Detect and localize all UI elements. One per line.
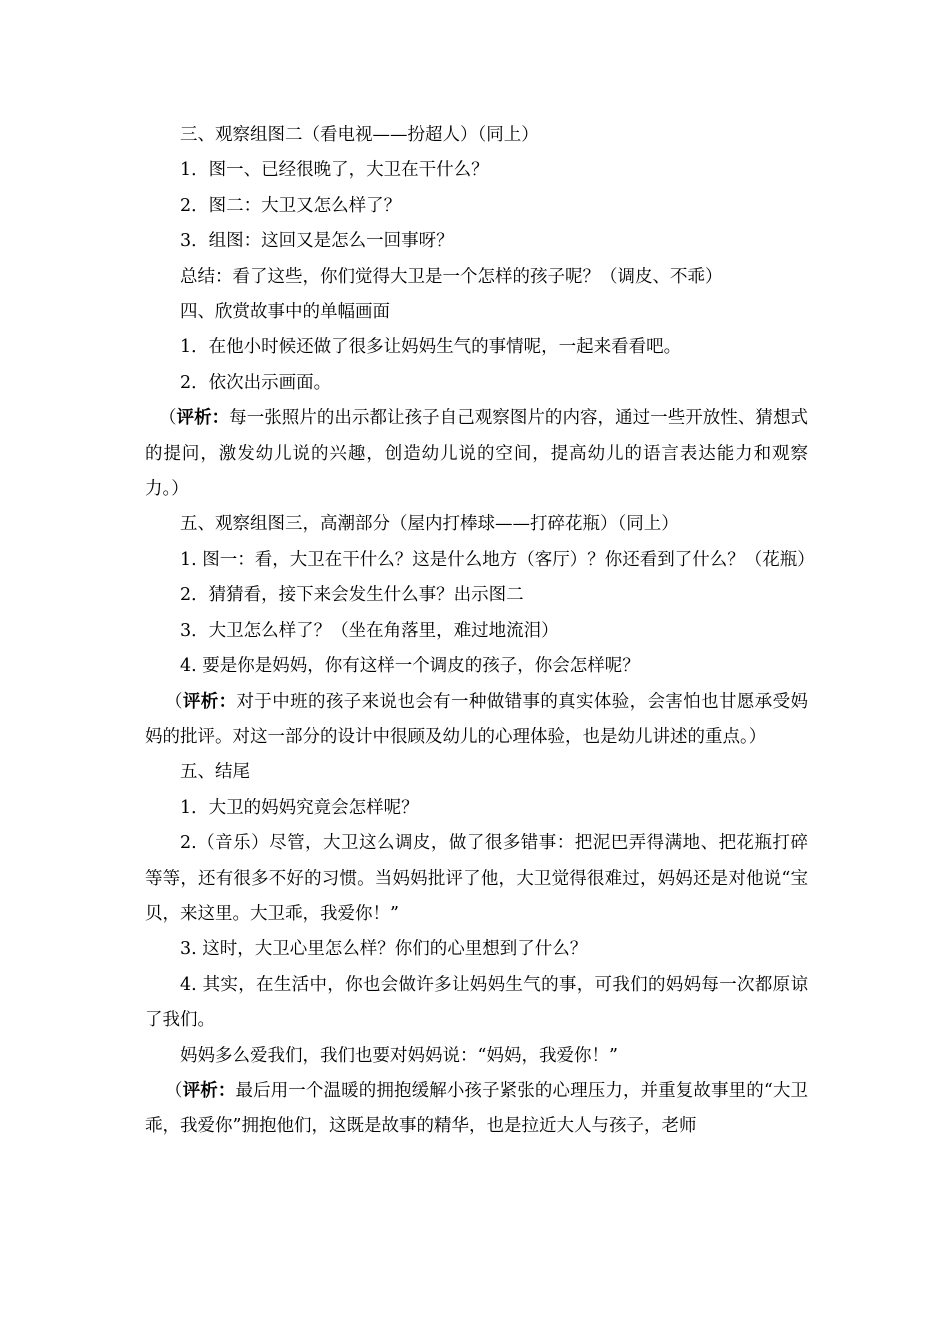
commentary-label: 评析： [176,408,230,429]
section-4-heading: 四、欣赏故事中的单幅画面 [180,302,390,323]
list-item: 1．图一、已经很晚了，大卫在干什么？ [180,160,489,181]
section-6-heading: 五、结尾 [180,762,250,783]
commentary-paragraph [145,685,808,756]
list-item: 2．猜猜看，接下来会发生什么事？出示图二 [180,585,524,606]
list-item: 2.（音乐）尽管，大卫这么调皮，做了很多错事：把泥巴弄得满地、把花瓶打碎等等，还有很多不好的习惯。当妈妈批评了他，大卫觉得很难过，妈妈还是对他说“宝贝，来这里。大卫乖，我爱你！” [145,833,808,924]
list-item: 1．大卫的妈妈究竟会怎样呢？ [180,797,419,818]
list-item: 1．在他小时候还做了很多让妈妈生气的事情呢，一起来看看吧。 [180,337,682,358]
commentary-text: 最后用一个温暖的拥抱缓解小孩子紧张的心理压力，并重复故事里的“大卫乖，我爱你”拥抱他们，这既是故事的精华，也是拉近大人与孩子，老师 [145,1080,809,1137]
list-item: 2．图二：大卫又怎么样了？ [180,195,402,216]
commentary-text: 对于中班的孩子来说也会有一种做错事的真实体验，会害怕也甘愿承受妈妈的批评。对这一部分的设计中很顾及幼儿的心理体验，也是幼儿讲述的重点。） [145,691,809,747]
summary-paragraph: 总结：看了这些，你们觉得大卫是一个怎样的孩子呢？（调皮、不乖） [180,266,723,287]
commentary-open-paren: （ [159,408,177,429]
section-3-heading: 三、观察组图二（看电视——扮超人）（同上） [180,125,539,145]
list-item: 4. 其实，在生活中，你也会做许多让妈妈生气的事，可我们的妈妈每一次都原谅了我们。 [145,974,808,1031]
list-item: 3．组图：这回又是怎么一回事呀？ [180,231,454,252]
commentary-label: 评析： [182,691,237,712]
list-item: 3. 这时，大卫心里怎么样？你们的心里想到了什么？ [180,939,588,960]
commentary-text: 每一张照片的出示都让孩子自己观察图片的内容，通过一些开放性、猜想式的提问，激发幼儿说的兴趣，创造幼儿说的空间，提高幼儿的语言表达能力和观察力。） [145,408,809,500]
commentary-open-paren: （ [165,691,183,712]
commentary-paragraph [145,401,808,507]
list-item: 1. 图一：看，大卫在干什么？这是什么地方（客厅）？你还看到了什么？（花瓶） [180,549,815,570]
closing-line: 妈妈多么爱我们，我们也要对妈妈说：“妈妈，我爱你！” [180,1045,618,1066]
commentary-paragraph [145,1074,808,1145]
commentary-open-paren: （ [165,1080,183,1101]
list-item: 4. 要是你是妈妈，你有这样一个调皮的孩子，你会怎样呢？ [180,656,640,677]
list-item: 2．依次出示画面。 [180,372,332,393]
commentary-label: 评析： [182,1080,236,1101]
document-page [145,118,815,1145]
section-5-heading: 五、观察组图三，高潮部分（屋内打棒球——打碎花瓶）（同上） [180,514,679,535]
list-item: 3．大卫怎么样了？（坐在角落里，难过地流泪） [180,620,559,641]
